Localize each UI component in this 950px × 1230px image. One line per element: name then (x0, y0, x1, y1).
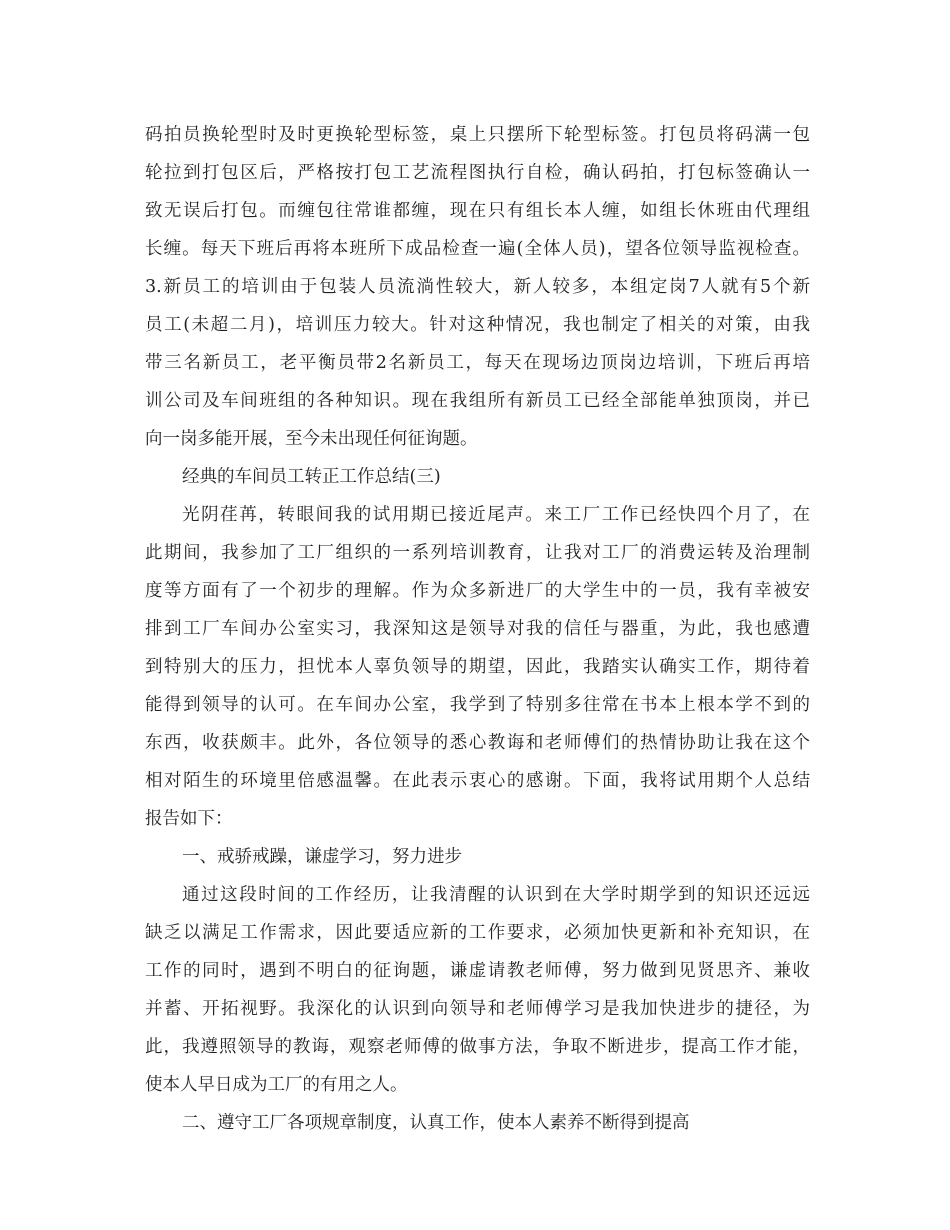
text-line: 东西，收获颇丰。此外，各位领导的悉心教诲和老师傅们的热情协助让我在这个 (145, 733, 810, 753)
paragraph-first-line: 光阴荏苒，转眼间我的试用期已接近尾声。来工厂工作已经快四个月了，在 (182, 505, 810, 525)
text-line: 码拍员换轮型时及时更换轮型标签，桌上只摆所下轮型标签。打包员将码满一包 (145, 125, 810, 145)
paragraph-first-line: 通过这段时间的工作经历，让我清醒的认识到在大学时期学到的知识还远远 (182, 885, 810, 905)
text-line: 致无误后打包。而缠包往常谁都缠，现在只有组长本人缠，如组长休班由代理组 (145, 201, 810, 221)
text-line: 此期间，我参加了工厂组织的一系列培训教育，让我对工厂的消费运转及治理制 (145, 543, 810, 563)
text-line: 并蓄、开拓视野。我深化的认识到向领导和老师傅学习是我加快进步的捷径，为 (145, 999, 810, 1019)
text-line: 度等方面有了一个初步的理解。作为众多新进厂的大学生中的一员，我有幸被安 (145, 581, 810, 601)
text-line: 相对陌生的环境里倍感温馨。在此表示衷心的感谢。下面，我将试用期个人总结 (145, 771, 810, 791)
text-line: 员工(未超二月)，培训压力较大。针对这种情况，我也制定了相关的对策，由我 (145, 315, 810, 335)
text-line: 工作的同时，遇到不明白的征询题，谦虚请教老师傅，努力做到见贤思齐、兼收 (145, 961, 810, 981)
text-line: 缺乏以满足工作需求，因此要适应新的工作要求，必须加快更新和补充知识，在 (145, 923, 810, 943)
text-line: 长缠。每天下班后再将本班所下成品检查一遍(全体人员)，望各位领导监视检查。 (145, 239, 810, 259)
text-line: 排到工厂车间办公室实习，我深知这是领导对我的信任与器重，为此，我也感遭 (145, 619, 810, 639)
text-line: 带三名新员工，老平衡员带2名新员工，每天在现场边顶岗边培训，下班后再培 (145, 353, 810, 373)
text-line: 报告如下： (145, 809, 233, 829)
section-heading: 经典的车间员工转正工作总结(三) (182, 467, 441, 487)
text-line: 向一岗多能开展，至今未出现任何征询题。 (145, 429, 478, 449)
subsection-heading: 一、戒骄戒躁，谦虚学习，努力进步 (182, 847, 462, 867)
text-line: 使本人早日成为工厂的有用之人。 (145, 1075, 408, 1095)
text-line: 能得到领导的认可。在车间办公室，我学到了特别多往常在书本上根本学不到的 (145, 695, 810, 715)
subsection-heading: 二、遵守工厂各项规章制度，认真工作，使本人素养不断得到提高 (182, 1113, 690, 1133)
text-line: 轮拉到打包区后，严格按打包工艺流程图执行自检，确认码拍，打包标签确认一 (145, 163, 810, 183)
text-line: 到特别大的压力，担忧本人辜负领导的期望，因此，我踏实认确实工作，期待着 (145, 657, 810, 677)
text-line: 训公司及车间班组的各种知识。现在我组所有新员工已经全部能单独顶岗，并已 (145, 391, 810, 411)
text-line: 此，我遵照领导的教诲，观察老师傅的做事方法，争取不断进步，提高工作才能， (145, 1037, 810, 1057)
text-line: 3.新员工的培训由于包装人员流淌性较大，新人较多，本组定岗7人就有5个新 (145, 277, 810, 297)
